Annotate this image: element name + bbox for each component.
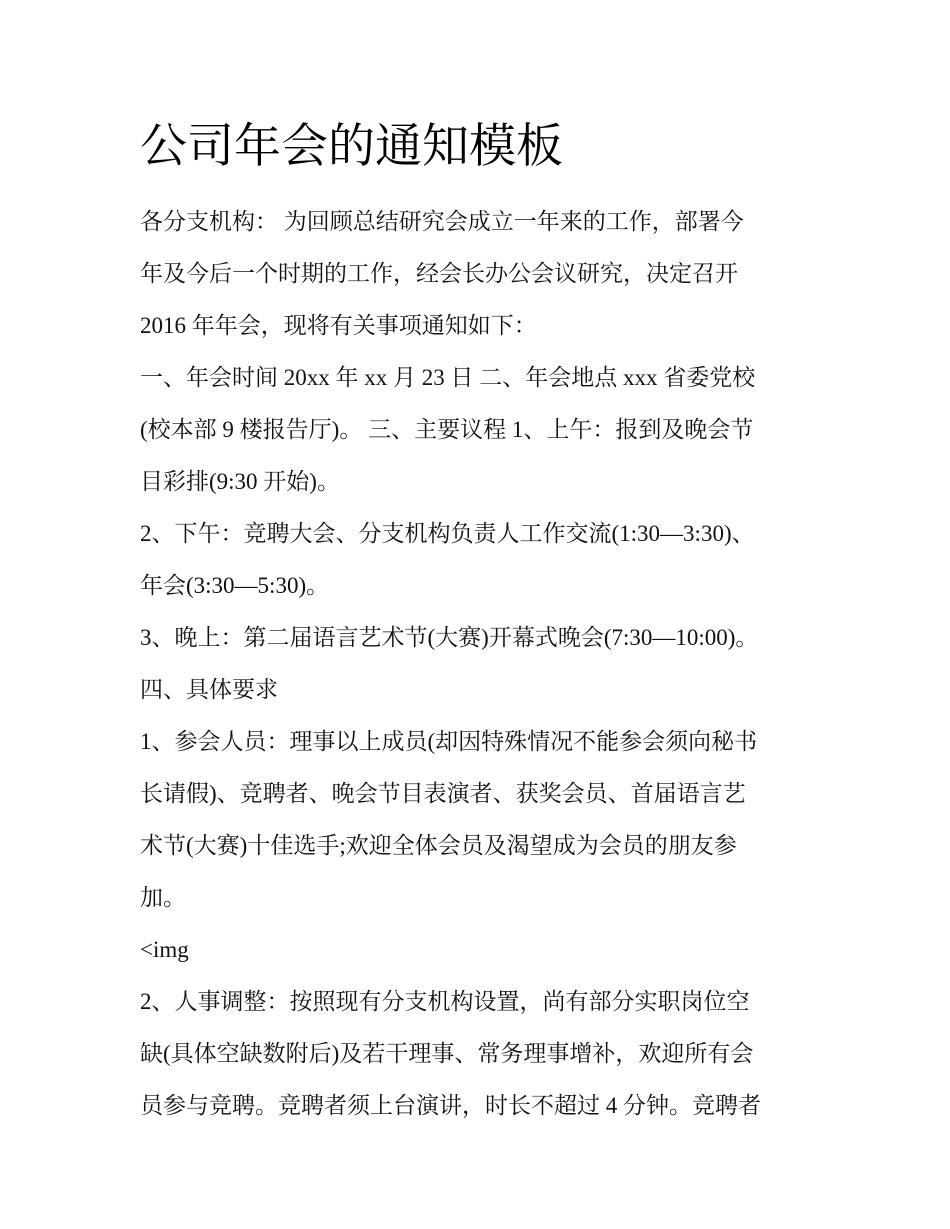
section-heading: 四、具体要求 [140, 677, 278, 702]
body-line: 2016 年年会，现将有关事项通知如下： [140, 313, 537, 338]
body-line: 3、晚上：第二届语言艺术节(大赛)开幕式晚会(7:30—10:00)。 [140, 625, 759, 650]
body-line: 目彩排(9:30 开始)。 [140, 469, 340, 494]
body-line: 2、人事调整：按照现有分支机构设置，尚有部分实职岗位空 [140, 989, 750, 1014]
body-line: 2、下午：竞聘大会、分支机构负责人工作交流(1:30—3:30)、 [140, 521, 755, 546]
body-line: 各分支机构： 为回顾总结研究会成立一年来的工作，部署今 [140, 209, 744, 234]
body-line: 长请假)、竞聘者、晚会节目表演者、获奖会员、首届语言艺 [140, 781, 746, 806]
body-line: 术节(大赛)十佳选手;欢迎全体会员及渴望成为会员的朋友参 [140, 833, 737, 858]
body-line: (校本部 9 楼报告厅)。 三、主要议程 1、上午：报到及晚会节 [140, 417, 754, 442]
body-line: 年及今后一个时期的工作，经会长办公会议研究，决定召开 [140, 261, 738, 286]
body-line: 年会(3:30—5:30)。 [140, 573, 330, 598]
document-body [140, 200, 820, 1136]
broken-image-text: <img [140, 937, 189, 962]
body-line: 缺(具体空缺数附后)及若干理事、常务理事增补，欢迎所有会 [140, 1041, 754, 1066]
body-line: 一、年会时间 20xx 年 xx 月 23 日 二、年会地点 xxx 省委党校 [140, 365, 756, 390]
body-line: 员参与竞聘。竞聘者须上台演讲，时长不超过 4 分钟。竞聘者 [140, 1093, 761, 1118]
body-line: 1、参会人员：理事以上成员(却因特殊情况不能参会须向秘书 [140, 729, 758, 754]
document-title: 公司年会的通知模板 [140, 119, 563, 174]
body-line: 加。 [140, 885, 186, 910]
